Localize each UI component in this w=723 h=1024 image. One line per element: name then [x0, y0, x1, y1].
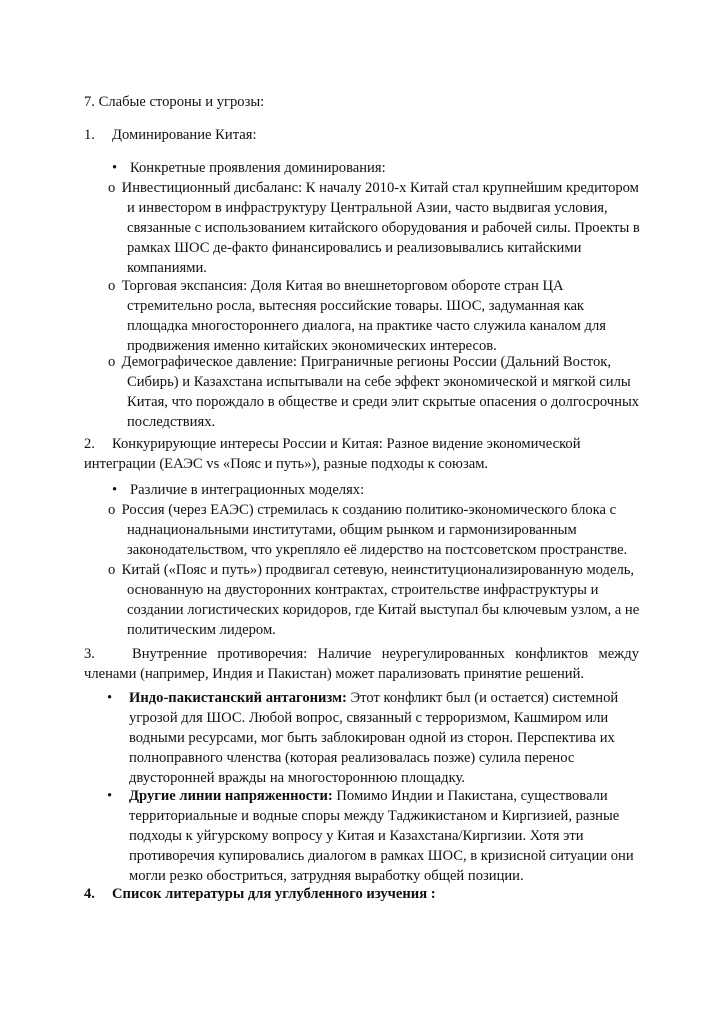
bullet-icon: • [112, 482, 118, 498]
circle-bullet-icon: o [108, 354, 116, 370]
item-4-heading-text: Список литературы для углубленного изучения : [112, 886, 436, 902]
item-1-subitem-3-text: Демографическое давление: Приграничные регионы России (Дальний Восток, Сибирь) и Казахстана испытывали на себе эффект экономической и мягкой силы Китая, что порождало в обществе и среди элит скрытые опасения о долгосрочных последствиях. [121, 354, 640, 430]
item-3-heading-text: Внутренние противоречия: Наличие неурегулированных конфликтов между членами (например, Индия и Пакистан) может парализовать принятие решений. [84, 646, 639, 682]
item-3-bullet-1 [107, 688, 661, 788]
item-1-heading-text: Доминирование Китая: [112, 127, 257, 143]
item-3-bullet-2 [107, 786, 661, 886]
item-2-subitem-1-text: Россия (через ЕАЭС) стремилась к созданию политико-экономического блока с наднациональными институтами, общим рынком и гармонизированным законодательством, что укрепляло её лидерство на постсоветском пространстве. [121, 502, 628, 558]
item-2-subitem-1 [108, 500, 647, 560]
circle-bullet-icon: o [108, 562, 116, 578]
item-1-subitem-2 [108, 276, 647, 356]
item-2-heading [84, 434, 639, 474]
item-3-heading [84, 644, 639, 684]
item-1-heading [84, 125, 257, 145]
item-3-bullet-2-text: Помимо Индии и Пакистана, существовали территориальные и водные споры между Таджикистаном и Киргизией, разные подходы к уйгурскому вопросу у Китая и Казахстана/Киргизии. Хотя эти противоречия купировались диалогом в рамках ШОС, в кризисной ситуации они могли резко обостриться, затрудняя выработку общей позиции. [129, 788, 634, 884]
item-4-heading [84, 884, 436, 904]
bullet-icon: • [107, 690, 113, 706]
item-2-subitem-2 [108, 560, 647, 640]
item-3-bullet-2-title: Другие линии напряженности: [129, 788, 333, 804]
bullet-icon: • [107, 788, 113, 804]
circle-bullet-icon: o [108, 502, 116, 518]
item-2-number: 2. [84, 436, 95, 452]
item-2-heading-text: Конкурирующие интересы России и Китая: Разное видение экономической интеграции (ЕАЭС vs «Пояс и путь»), разные подходы к союзам. [84, 436, 581, 472]
item-3-number: 3. [84, 646, 95, 662]
item-2-subitem-2-text: Китай («Пояс и путь») продвигал сетевую, неинституционализированную модель, основанную на двусторонних контрактах, строительстве инфраструктуры и создании логистических коридоров, где Китай выступал бы ключевым узлом, а не политическим лидером. [121, 562, 640, 638]
item-1-subitem-1 [108, 178, 647, 278]
item-1-bullet-text: Конкретные проявления доминирования: [130, 160, 386, 176]
circle-bullet-icon: o [108, 180, 116, 196]
item-1-subitem-3 [108, 352, 647, 432]
bullet-icon: • [112, 160, 118, 176]
item-1-subitem-1-text: Инвестиционный дисбаланс: К началу 2010-х Китай стал крупнейшим кредитором и инвестором в инфраструктуру Центральной Азии, часто выдвигая условия, связанные с использованием китайского оборудования и рабочей силы. Проекты в рамках ШОС де-факто финансировались и реализовывались китайскими компаниями. [121, 180, 640, 276]
item-2-bullet-text: Различие в интеграционных моделях: [130, 482, 365, 498]
item-1-number: 1. [84, 127, 95, 143]
item-3-bullet-1-text: Этот конфликт был (и остается) системной угрозой для ШОС. Любой вопрос, связанный с терроризмом, Кашмиром или водными ресурсами, мог быть заблокирован одной из сторон. Перспектива их полноправного членства (которая реализовалась позже) сулила перенос двусторонней вражды на многостороннюю площадку. [129, 690, 619, 786]
item-1-subitem-2-text: Торговая экспансия: Доля Китая во внешнеторговом обороте стран ЦА стремительно росла, вытесняя российские товары. ШОС, задуманная как площадка многостороннего диалога, на практике часто служила каналом для продвижения именно китайских экономических интересов. [121, 278, 606, 354]
item-1-bullet [112, 158, 386, 178]
section-title: 7. Слабые стороны и угрозы: [84, 94, 265, 110]
item-4-number: 4. [84, 886, 95, 902]
circle-bullet-icon: o [108, 278, 116, 294]
item-2-bullet [112, 480, 364, 500]
item-3-bullet-1-title: Индо-пакистанский антагонизм: [129, 690, 347, 706]
